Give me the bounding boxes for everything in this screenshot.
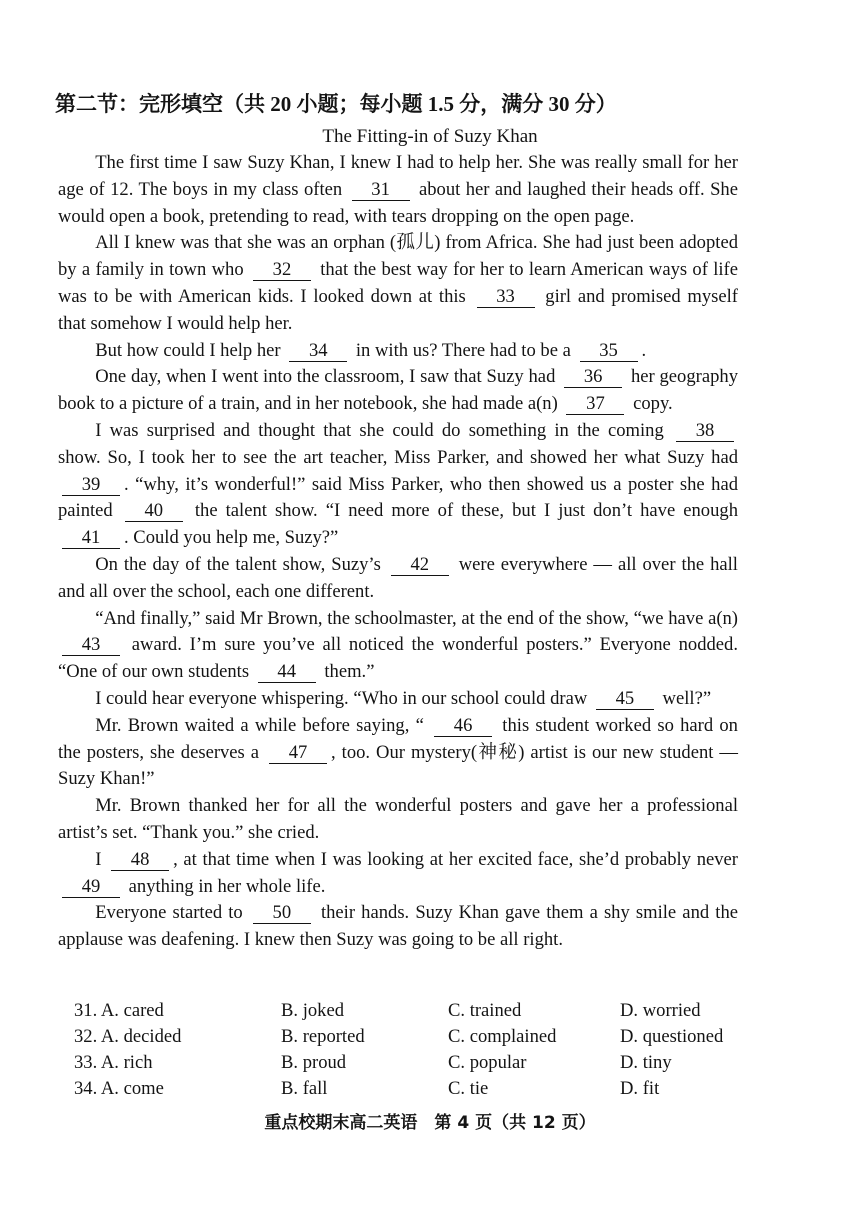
question-row — [74, 1026, 754, 1052]
option-c: C. tie — [448, 1078, 489, 1099]
passage-text: about her and laughed their heads off. She would open a book, pretending to read, with tears dropping on the open page. — [58, 178, 738, 227]
paragraph — [58, 713, 738, 793]
passage-text: All I knew was that she was an orphan (孤儿) from Africa. She had just been adopted by a family in town who — [58, 232, 738, 281]
question-number: 31. — [74, 1000, 98, 1021]
paragraph — [58, 364, 738, 418]
passage-text: Everyone started to — [95, 902, 249, 924]
question-row — [74, 1052, 754, 1078]
passage-text: . Could you help me, Suzy?” — [124, 527, 339, 549]
option-d: D. fit — [620, 1078, 660, 1099]
passage-text: well?” — [657, 687, 712, 709]
blank-44: 44 — [258, 662, 316, 683]
blank-50: 50 — [253, 903, 311, 924]
page-footer: 重点校期末高二英语 第 4 页（共 12 页） — [264, 1113, 596, 1133]
passage-text: Mr. Brown waited a while before saying, “ — [95, 714, 431, 736]
option-cell — [74, 1000, 164, 1022]
option-b: B. fall — [281, 1078, 328, 1099]
passage-body — [58, 150, 738, 954]
passage-text: them.” — [319, 661, 375, 683]
passage-text: this student worked so hard on the posters, she deserves a — [58, 714, 738, 763]
passage-text: I — [95, 848, 108, 870]
passage-text: The first time I saw Suzy Khan, I knew I had to help her. She was really small for her age of 12. The boys in my class often — [58, 152, 738, 200]
passage-text: their hands. Suzy Khan gave them a shy smile and the applause was deafening. I knew then Suzy was going to be all right. — [58, 902, 738, 951]
blank-42: 42 — [391, 555, 449, 576]
answer-options — [74, 1000, 754, 1104]
passage-text: Mr. Brown thanked her for all the wonderful posters and gave her a professional artist’s set. “Thank you.” she cried. — [58, 795, 738, 843]
question-number: 34. — [74, 1078, 98, 1099]
passage-text: I was surprised and thought that she could do something in the coming — [95, 419, 672, 441]
blank-36: 36 — [564, 367, 622, 388]
passage-text: , too. Our mystery(神秘) artist is our new student — Suzy Khan!” — [58, 741, 738, 790]
blank-38: 38 — [676, 421, 734, 442]
passage-text: , at that time when I was looking at her excited face, she’d probably never — [173, 848, 738, 870]
passage-text: But how could I help her — [95, 339, 286, 361]
paragraph — [58, 686, 738, 713]
option-a: A. cared — [97, 1000, 164, 1021]
paragraph — [58, 418, 738, 552]
blank-39: 39 — [62, 475, 120, 496]
question-row — [74, 1078, 754, 1104]
passage-text: copy. — [628, 393, 673, 415]
option-d: D. questioned — [620, 1026, 724, 1047]
paragraph — [58, 150, 738, 230]
blank-37: 37 — [566, 394, 624, 415]
option-a: A. decided — [97, 1026, 182, 1047]
passage-text: . “why, it’s wonderful!” said Miss Parker, who then showed us a poster she had painted — [58, 473, 738, 522]
paragraph — [58, 847, 738, 901]
passage-text: One day, when I went into the classroom, I saw that Suzy had — [95, 366, 561, 388]
option-c: C. popular — [448, 1052, 527, 1073]
option-cell — [74, 1026, 181, 1048]
blank-34: 34 — [289, 341, 347, 362]
option-c: C. complained — [448, 1026, 557, 1047]
paragraph — [58, 900, 738, 954]
paragraph — [58, 338, 738, 365]
blank-31: 31 — [352, 180, 410, 201]
option-a: A. come — [97, 1078, 164, 1099]
passage-text: anything in her whole life. — [124, 875, 326, 897]
passage-text: girl and promised myself that somehow I would help her. — [58, 285, 738, 334]
paragraph — [58, 230, 738, 337]
passage-text: the talent show. “I need more of these, but I just don’t have enough — [186, 500, 738, 522]
blank-43: 43 — [62, 635, 120, 656]
passage-text: in with us? There had to be a — [351, 339, 576, 361]
paragraph — [58, 606, 738, 686]
blank-46: 46 — [434, 716, 492, 737]
option-c: C. trained — [448, 1000, 522, 1021]
section-title: 第二节：完形填空（共 20 小题；每小题 1.5 分，满分 30 分） — [55, 92, 617, 116]
passage-text: show. So, I took her to see the art teacher, Miss Parker, and showed her what Suzy had — [58, 446, 738, 468]
blank-35: 35 — [580, 341, 638, 362]
passage-text: “And finally,” said Mr Brown, the schoolmaster, at the end of the show, “we have a(n) — [95, 607, 738, 629]
option-d: D. worried — [620, 1000, 701, 1021]
story-title: The Fitting-in of Suzy Khan — [322, 126, 538, 147]
blank-33: 33 — [477, 287, 535, 308]
option-d: D. tiny — [620, 1052, 672, 1073]
passage-text: . — [641, 339, 647, 361]
blank-49: 49 — [62, 877, 120, 898]
option-cell — [74, 1052, 153, 1074]
passage-text: I could hear everyone whispering. “Who in our school could draw — [95, 687, 592, 709]
option-a: A. rich — [97, 1052, 153, 1073]
blank-45: 45 — [596, 689, 654, 710]
option-b: B. reported — [281, 1026, 365, 1047]
option-cell — [74, 1078, 164, 1100]
question-row — [74, 1000, 754, 1026]
paragraph — [58, 552, 738, 606]
passage-text: On the day of the talent show, Suzy’s — [95, 553, 387, 575]
blank-32: 32 — [253, 260, 311, 281]
question-number: 32. — [74, 1026, 98, 1047]
option-b: B. joked — [281, 1000, 345, 1021]
passage-text: were everywhere — all over the hall and all over the school, each one different. — [58, 553, 738, 602]
passage-text: her geography book to a picture of a train, and in her notebook, she had made a(n) — [58, 366, 738, 415]
passage-text: that the best way for her to learn American ways of life was to be with American kids. I looked down at this — [58, 259, 739, 307]
blank-47: 47 — [269, 743, 327, 764]
blank-40: 40 — [125, 501, 183, 522]
passage-text: award. I’m sure you’ve all noticed the wonderful posters.” Everyone nodded. “One of our own students — [58, 634, 738, 683]
blank-48: 48 — [111, 850, 169, 871]
question-number: 33. — [74, 1052, 98, 1073]
option-b: B. proud — [281, 1052, 347, 1073]
blank-41: 41 — [62, 528, 120, 549]
paragraph — [58, 793, 738, 847]
